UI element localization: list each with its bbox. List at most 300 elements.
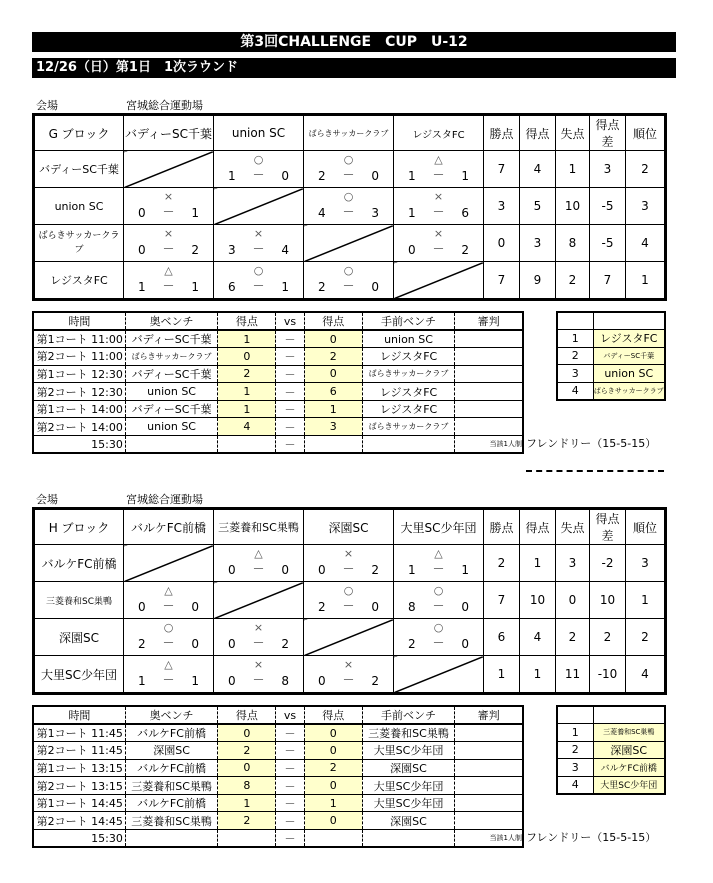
match-row (33, 759, 523, 777)
away-score: 0 (304, 724, 362, 742)
match-row (33, 742, 523, 760)
self-match-cell (214, 582, 304, 619)
goal-diff: -5 (590, 188, 626, 225)
goal-diff: 7 (590, 262, 626, 300)
match-time: 第1コート 11:00 (33, 330, 125, 348)
score-for: 4 (318, 206, 326, 220)
score-against: 0 (371, 169, 379, 183)
rank-header: 順位 (626, 509, 666, 545)
result-mark: × (433, 190, 444, 203)
match-time: 第2コート 14:00 (33, 418, 125, 436)
vs-dash: － (276, 383, 304, 401)
result-mark: × (253, 227, 264, 240)
referee (455, 418, 523, 436)
points: 1 (484, 656, 520, 694)
home-score: 8 (218, 777, 276, 795)
goal-diff: -5 (590, 225, 626, 262)
ranking-team: バルケFC前橋 (593, 759, 665, 777)
team-row-name: 三菱養和SC巣鴨 (34, 582, 124, 619)
friendly-note: フレンドリー（15-5-15） (526, 437, 657, 450)
ranking-team: union SC (593, 365, 665, 383)
ranking-position: 2 (557, 741, 593, 759)
goals-for: 9 (520, 262, 556, 300)
result-mark: ○ (343, 190, 354, 203)
home-team: 三菱養和SC巣鴨 (125, 812, 217, 830)
away-score: 2 (304, 759, 362, 777)
score-for: 0 (408, 243, 416, 257)
result-cell: × 0 － 2 (304, 656, 394, 694)
result-cell: ○ 2 － 0 (304, 151, 394, 188)
match-time: 第1コート 11:45 (33, 724, 125, 742)
team-row-name: レジスタFC (34, 262, 124, 300)
team-row-name: 深園SC (34, 619, 124, 656)
match-row (33, 812, 523, 830)
match-row (33, 383, 523, 401)
goals-against: 2 (556, 262, 590, 300)
round-date-heading: 12/26（日）第1日 1次ラウンド (32, 58, 676, 78)
result-mark: ○ (433, 584, 444, 597)
points: 7 (484, 151, 520, 188)
ranking-position: 4 (557, 776, 593, 794)
away-team: レジスタFC (362, 383, 454, 401)
goals-against: 8 (556, 225, 590, 262)
ranking-position: 3 (557, 759, 593, 777)
score-for: 2 (318, 600, 326, 614)
ranking-row (557, 776, 665, 794)
match-time: 第1コート 14:45 (33, 794, 125, 812)
score-for: 2 (138, 637, 146, 651)
score-against: 2 (371, 674, 379, 688)
vs-dash: － (276, 724, 304, 742)
away-score: 6 (304, 383, 362, 401)
home-team: 三菱養和SC巣鴨 (125, 777, 217, 795)
match-time: 第2コート 13:15 (33, 777, 125, 795)
goals-against-header: 失点 (556, 509, 590, 545)
away-team: 大里SC少年団 (362, 777, 454, 795)
vs-dash: － (276, 742, 304, 760)
team-row-name: union SC (34, 188, 124, 225)
score-against: 1 (281, 280, 289, 294)
result-mark: × (433, 227, 444, 240)
score-for: 1 (408, 169, 416, 183)
match-schedule (32, 705, 524, 848)
away-team: ばらきサッカークラブ (362, 365, 454, 383)
score-for: 1 (228, 169, 236, 183)
ranking-row (557, 365, 665, 383)
ranking-position: 4 (557, 382, 593, 400)
rank: 2 (626, 619, 666, 656)
schedule-header: vs (276, 312, 304, 330)
ranking-row (557, 759, 665, 777)
result-cell: × 0 － 2 (304, 545, 394, 582)
result-mark: △ (434, 547, 443, 560)
goals-for: 5 (520, 188, 556, 225)
rank: 1 (626, 262, 666, 300)
match-time: 第2コート 12:30 (33, 383, 125, 401)
result-mark: ○ (253, 153, 264, 166)
vs-dash: － (276, 812, 304, 830)
league-table (32, 507, 667, 695)
result-mark: ○ (253, 264, 264, 277)
score-against: 6 (461, 206, 469, 220)
result-cell: ○ 2 － 0 (124, 619, 214, 656)
referee (455, 724, 523, 742)
points: 0 (484, 225, 520, 262)
rank-header: 順位 (626, 115, 666, 151)
points: 7 (484, 262, 520, 300)
referee (455, 794, 523, 812)
home-team: バディーSC千葉 (125, 365, 217, 383)
score-for: 2 (318, 169, 326, 183)
points: 7 (484, 582, 520, 619)
friendly-row (33, 436, 523, 454)
result-mark: ○ (163, 621, 174, 634)
self-match-cell (214, 188, 304, 225)
vs-dash: － (276, 794, 304, 812)
home-score: 1 (218, 383, 276, 401)
score-for: 0 (228, 637, 236, 651)
vs-dash: － (276, 418, 304, 436)
away-score: 3 (304, 418, 362, 436)
score-against: 0 (281, 563, 289, 577)
vs-dash: － (276, 436, 304, 454)
home-score: 2 (218, 365, 276, 383)
result-mark: △ (254, 547, 263, 560)
schedule-header: 時間 (33, 706, 125, 724)
referee (455, 330, 523, 348)
result-cell: △ 0 － 0 (214, 545, 304, 582)
score-against: 2 (191, 243, 199, 257)
goal-diff: 3 (590, 151, 626, 188)
result-mark: × (253, 621, 264, 634)
home-score: 0 (218, 348, 276, 366)
score-for: 0 (138, 206, 146, 220)
score-for: 0 (228, 563, 236, 577)
rank: 2 (626, 151, 666, 188)
goals-for: 10 (520, 582, 556, 619)
vs-dash: － (276, 365, 304, 383)
score-against: 0 (371, 600, 379, 614)
match-row (33, 418, 523, 436)
score-against: 0 (461, 637, 469, 651)
result-cell: △ 1 － 1 (394, 545, 484, 582)
schedule-header: 審判 (455, 312, 523, 330)
ranking-position: 3 (557, 365, 593, 383)
result-mark: × (253, 658, 264, 671)
schedule-header: 得点 (218, 312, 276, 330)
home-team: バディーSC千葉 (125, 400, 217, 418)
score-against: 2 (371, 563, 379, 577)
vs-dash: － (276, 400, 304, 418)
goal-diff: -2 (590, 545, 626, 582)
score-against: 3 (371, 206, 379, 220)
referee (455, 742, 523, 760)
goals-against: 2 (556, 619, 590, 656)
score-against: 1 (191, 674, 199, 688)
goal-diff-header: 得点差 (590, 509, 626, 545)
friendly-note: フレンドリー（15-5-15） (526, 831, 657, 844)
rank: 3 (626, 188, 666, 225)
match-row (33, 365, 523, 383)
result-cell: ○ 4 － 3 (304, 188, 394, 225)
schedule-header: 奥ベンチ (125, 706, 217, 724)
team-row-name: ばらきサッカークラブ (34, 225, 124, 262)
result-cell: × 0 － 2 (124, 225, 214, 262)
goals-for: 1 (520, 545, 556, 582)
score-for: 1 (138, 674, 146, 688)
venue-label: 会場 (36, 99, 58, 112)
result-cell: × 0 － 1 (124, 188, 214, 225)
result-cell: × 0 － 2 (214, 619, 304, 656)
venue-line (36, 491, 203, 507)
ranking-team: ばらきサッカークラブ (593, 382, 665, 400)
score-against: 0 (461, 600, 469, 614)
vs-dash: － (276, 348, 304, 366)
match-time: 第1コート 13:15 (33, 759, 125, 777)
points: 6 (484, 619, 520, 656)
result-cell: × 0 － 2 (394, 225, 484, 262)
away-score: 2 (304, 348, 362, 366)
ranking-position: 2 (557, 347, 593, 365)
result-cell: △ 1 － 1 (124, 262, 214, 300)
away-team: レジスタFC (362, 400, 454, 418)
score-for: 2 (318, 280, 326, 294)
vs-dash: － (276, 330, 304, 348)
score-against: 1 (191, 206, 199, 220)
goals-for: 1 (520, 656, 556, 694)
result-mark: ○ (343, 153, 354, 166)
team-col-header: バルケFC前橋 (124, 509, 214, 545)
referee (455, 777, 523, 795)
away-score: 1 (304, 400, 362, 418)
schedule-header: 得点 (304, 312, 362, 330)
final-time: 15:30 (33, 830, 125, 848)
rank: 4 (626, 225, 666, 262)
schedule-header: 手前ベンチ (362, 706, 454, 724)
final-time: 15:30 (33, 436, 125, 454)
ranking-row (557, 741, 665, 759)
referee (455, 348, 523, 366)
result-mark: × (163, 227, 174, 240)
goals-for-header: 得点 (520, 115, 556, 151)
home-team: union SC (125, 383, 217, 401)
home-score: 2 (218, 742, 276, 760)
match-row (33, 777, 523, 795)
score-for: 3 (228, 243, 236, 257)
score-for: 0 (228, 674, 236, 688)
home-score: 0 (218, 759, 276, 777)
self-match-cell (304, 619, 394, 656)
away-score: 0 (304, 777, 362, 795)
home-score: 0 (218, 724, 276, 742)
score-for: 1 (408, 206, 416, 220)
result-cell: ○ 2 － 0 (394, 619, 484, 656)
home-score: 1 (218, 400, 276, 418)
ranking-position: 1 (557, 330, 593, 348)
match-row (33, 724, 523, 742)
schedule-header: 審判 (455, 706, 523, 724)
self-match-cell (124, 151, 214, 188)
referee (455, 400, 523, 418)
referee (455, 812, 523, 830)
goal-diff: 2 (590, 619, 626, 656)
score-against: 0 (191, 600, 199, 614)
match-time: 第1コート 12:30 (33, 365, 125, 383)
result-mark: × (163, 190, 174, 203)
team-col-header: レジスタFC (394, 115, 484, 151)
home-team: バディーSC千葉 (125, 330, 217, 348)
referee (455, 759, 523, 777)
result-cell: × 3 － 4 (214, 225, 304, 262)
goal-diff: 10 (590, 582, 626, 619)
ranking-table (556, 705, 666, 795)
team-col-header: ばらきサッカークラブ (304, 115, 394, 151)
home-score: 1 (218, 330, 276, 348)
friendly-row (33, 830, 523, 848)
score-against: 2 (461, 243, 469, 257)
team-row-name: 大里SC少年団 (34, 656, 124, 694)
schedule-header: 得点 (218, 706, 276, 724)
result-cell: ○ 1 － 0 (214, 151, 304, 188)
goal-diff: -10 (590, 656, 626, 694)
ranking-team: 三菱養和SC巣鴨 (593, 724, 665, 742)
referee-note: 当該1人制 (455, 830, 523, 848)
match-time: 第2コート 11:45 (33, 742, 125, 760)
ranking-team: バディーSC千葉 (593, 347, 665, 365)
self-match-cell (124, 545, 214, 582)
self-match-cell (304, 225, 394, 262)
ranking-row (557, 347, 665, 365)
rank: 1 (626, 582, 666, 619)
score-against: 0 (281, 169, 289, 183)
home-team: union SC (125, 418, 217, 436)
result-cell: △ 1 － 1 (124, 656, 214, 694)
ranking-row (557, 330, 665, 348)
vs-dash: － (276, 830, 304, 848)
score-against: 4 (281, 243, 289, 257)
score-for: 2 (408, 637, 416, 651)
away-score: 0 (304, 742, 362, 760)
match-time: 第2コート 14:45 (33, 812, 125, 830)
referee (455, 383, 523, 401)
goal-diff-header: 得点差 (590, 115, 626, 151)
ranking-row (557, 382, 665, 400)
team-col-header: 大里SC少年団 (394, 509, 484, 545)
away-team: レジスタFC (362, 348, 454, 366)
block-name: G ブロック (34, 115, 124, 151)
result-cell: × 0 － 8 (214, 656, 304, 694)
result-cell: ○ 2 － 0 (304, 582, 394, 619)
away-score: 1 (304, 794, 362, 812)
match-time: 第2コート 11:00 (33, 348, 125, 366)
goals-against: 1 (556, 151, 590, 188)
result-mark: ○ (433, 621, 444, 634)
result-mark: ○ (343, 264, 354, 277)
team-row-name: バルケFC前橋 (34, 545, 124, 582)
match-time: 第1コート 14:00 (33, 400, 125, 418)
section-divider (526, 470, 664, 472)
score-against: 1 (461, 563, 469, 577)
score-against: 8 (281, 674, 289, 688)
score-for: 1 (408, 563, 416, 577)
score-for: 0 (318, 563, 326, 577)
points: 3 (484, 188, 520, 225)
result-mark: ○ (343, 584, 354, 597)
home-score: 1 (218, 794, 276, 812)
self-match-cell (394, 262, 484, 300)
venue-label: 会場 (36, 493, 58, 506)
self-match-cell (394, 656, 484, 694)
referee-note: 当該1人制 (455, 436, 523, 454)
away-team: 大里SC少年団 (362, 794, 454, 812)
result-mark: △ (164, 658, 173, 671)
result-cell: ○ 8 － 0 (394, 582, 484, 619)
rank: 3 (626, 545, 666, 582)
vs-dash: － (276, 777, 304, 795)
result-mark: △ (164, 584, 173, 597)
away-team: 深園SC (362, 759, 454, 777)
schedule-header: vs (276, 706, 304, 724)
home-score: 2 (218, 812, 276, 830)
goals-for: 4 (520, 619, 556, 656)
score-for: 1 (138, 280, 146, 294)
match-schedule (32, 311, 524, 454)
score-against: 1 (191, 280, 199, 294)
away-team: 大里SC少年団 (362, 742, 454, 760)
result-cell: ○ 6 － 1 (214, 262, 304, 300)
match-row (33, 348, 523, 366)
result-cell: △ 1 － 1 (394, 151, 484, 188)
block-name: H ブロック (34, 509, 124, 545)
home-team: バルケFC前橋 (125, 794, 217, 812)
result-mark: △ (434, 153, 443, 166)
schedule-header: 奥ベンチ (125, 312, 217, 330)
venue-name: 宮城総合運動場 (126, 99, 203, 112)
referee (455, 365, 523, 383)
score-for: 0 (318, 674, 326, 688)
venue-line (36, 97, 203, 113)
result-mark: × (343, 547, 354, 560)
score-for: 6 (228, 280, 236, 294)
score-against: 2 (281, 637, 289, 651)
score-for: 0 (138, 600, 146, 614)
home-team: バルケFC前橋 (125, 724, 217, 742)
home-score: 4 (218, 418, 276, 436)
goals-for-header: 得点 (520, 509, 556, 545)
schedule-header: 手前ベンチ (362, 312, 454, 330)
points: 2 (484, 545, 520, 582)
match-row (33, 330, 523, 348)
away-team: 三菱養和SC巣鴨 (362, 724, 454, 742)
goals-against: 3 (556, 545, 590, 582)
match-row (33, 794, 523, 812)
away-score: 0 (304, 330, 362, 348)
schedule-header: 時間 (33, 312, 125, 330)
result-mark: △ (164, 264, 173, 277)
home-team: 深園SC (125, 742, 217, 760)
score-for: 8 (408, 600, 416, 614)
away-score: 0 (304, 812, 362, 830)
team-row-name: バディーSC千葉 (34, 151, 124, 188)
ranking-position: 1 (557, 724, 593, 742)
score-against: 0 (371, 280, 379, 294)
ranking-table (556, 311, 666, 401)
team-col-header: union SC (214, 115, 304, 151)
ranking-team: 深園SC (593, 741, 665, 759)
venue-name: 宮城総合運動場 (126, 493, 203, 506)
rank: 4 (626, 656, 666, 694)
goals-against: 11 (556, 656, 590, 694)
